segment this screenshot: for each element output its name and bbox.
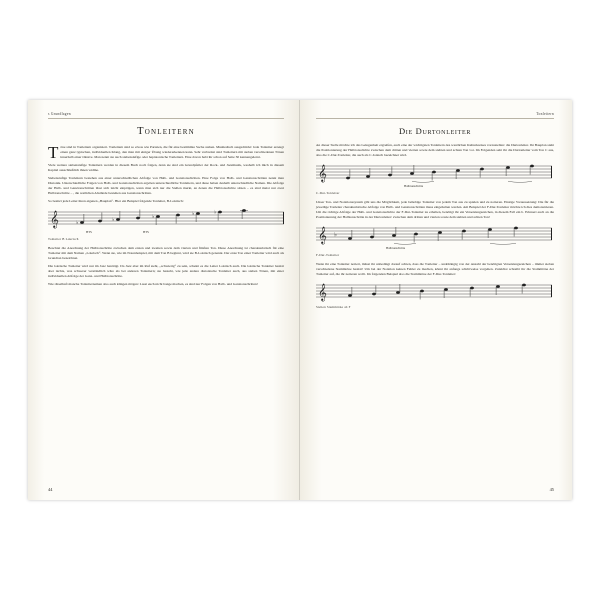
running-head-left <box>48 112 284 119</box>
staff-notation <box>316 281 552 303</box>
section-title: Die Durtonleiter <box>398 126 472 136</box>
figure-caption: F-Dur-Tonleiter <box>316 253 340 258</box>
music-example-c-dur <box>316 162 554 196</box>
music-example-f-dur <box>316 224 554 258</box>
music-example-stammtoene <box>316 281 554 309</box>
running-head-left-text: s Grundlagen <box>48 112 71 116</box>
paragraph: Unser Ton- und Notationssystem gibt uns die Möglichkeit, jede beliebige Tonleiter von jedem Ton aus zu spielen und zu notieren. Einzige Voraussetzung: Die für die jeweilige Tonleiter charakteristische Abfolge von Halb- und Ganztonschritten muss eingehalten werden. Am Beispiel der F-Dur-Tonleiter möchte ich dies demonstrieren. Um die richtige Abfolge der Halb- und Ganztonschritte der F-Dur-Tonleiter zu erhalten, benötigt ihr ein Versetzungszeichen, in diesem Fall ein b. Erinnert euch an die Positionierung der Halbtonschritte in der Durtonleiter: zwischen dem dritten und vierten sowie dem siebten und achten Ton! <box>316 200 554 219</box>
note-heads <box>80 209 248 225</box>
page-number-right: 45 <box>549 487 554 492</box>
halbtonschritte-label: Halbtonschritte <box>386 245 406 250</box>
music-staff <box>48 208 284 230</box>
paragraph-text: öne sind in Tonleitern organisiert. Tonleitern sind so etwas wie Parteien, die für eine bestimmte Sache stehen. Musikalisch ausgedrückt: Jede Tonleiter erzeugt einen ganz typischen, individuellen Klang, den man mit einiger Übung wiedererkennen kann. Sehr verbreitet sind Tonleitern mit sieben verschiedenen Tönen innerhalb einer Oktave. Man nennt sie auch siebenstufige oder heptatonische Tonleitern. Eine davon habt ihr schon auf Seite 30 kennengelernt. <box>60 145 284 159</box>
music-staff <box>316 224 554 246</box>
running-head-right-text: Tonleitern <box>536 112 554 116</box>
svg-text:♭: ♭ <box>76 220 79 227</box>
staff-notation <box>316 162 552 184</box>
paragraph: So besitzt jede Leiter ihren eigenen „Bauplan“. Hier ein Beispiel folgende Tonleiter, B-Lokrisch: <box>48 199 184 204</box>
hts-label: HTS <box>143 230 149 235</box>
paragraph-with-dropcap <box>48 145 284 160</box>
chapter-title: Tonleitern <box>137 126 195 137</box>
page-number-left: 44 <box>48 487 53 492</box>
treble-clef-icon: 𝄞 <box>50 210 59 229</box>
paragraph: Wie rätselhaft manche Tonleiternamen also auch klingen mögen: Lasst euch nicht bange machen, es sind nur Folgen von Halb- und Ganztonschritten! <box>48 281 258 286</box>
halftone-bracket-label-row <box>316 246 554 252</box>
halftone-bracket <box>394 243 516 244</box>
paragraph: Beachtet die Anordnung der Halbtonschritte zwischen dem ersten und zweiten sowie dem vierten und fünften Ton. Diese Anordnung ist charakteristisch für eine Tonleiter mit dem Namen „Lokrisch“. Wenn sie, wie im Notenbeispiel, mit dem Ton B beginnt, wird sie B-Lokrisch genannt. Der erste Ton einer Tonleiter wird auch als Grundton bezeichnet. <box>48 245 284 260</box>
flat-key-signature: ♭ <box>334 231 337 239</box>
paragraph: Viele weitere siebenstufige Tonleitern werden in diesem Buch noch folgen, denn sie sind ein Grundpfeiler der Rock- und Jazzmusik, weshalb ich mich in diesem Kapitel ausschließlich ihnen widme. <box>48 163 284 173</box>
running-head-right <box>316 112 554 119</box>
book-page-right <box>300 100 572 500</box>
halftone-bracket <box>412 181 532 182</box>
treble-clef-icon: 𝄞 <box>318 225 327 244</box>
book-page-left <box>28 100 300 500</box>
paragraph: Die lokrische Tonleiter wird nur im Jazz benötigt. Da Jazz aber im Ruf steht, „schwierig“ zu sein, scheint es die Leiter Lokrisch auch. Die lokrische Tonleiter besitzt aber nichts, was schwerer verständlich wäre als bei anderen Tonleitern; sie besteht, wie jede andere diatonische Tonleiter auch, aus sieben Tönen, mit einer individuellen Abfolge der Ganz- und Halbtonschritte. <box>48 263 284 278</box>
halftone-markers <box>48 230 284 235</box>
svg-text:♭: ♭ <box>152 214 155 221</box>
paragraph: Siebenstufige Tonleitern bestehen aus einer unterschiedlichen Abfolge von Halb- und Ganztonschritten. Eine Folge von Halb- und Ganztonschritten nennt man Diatonik. Unterschiedliche Folgen von Halb- und Ganztonschritten ergeben unterschiedliche Tonleitern, und diese haben deshalb unterschiedliche Namen. Die Abfolge der Halb- und Ganztonschritten lässt sich leicht einprägen, wenn man sich nur die Stellen merkt, an denen die Halbtonschritte sitzen – es sind meist nur zwei Halbtonschritte – , die restlichen Abstände bestehen aus Ganztonschritten. <box>48 176 284 196</box>
staff-notation <box>316 224 552 246</box>
paragraph: Wenn ihr eine Tonleiter notiert, müsst ihr unbedingt darauf achten, dass die Tonleiter – unabhängig von der Anzahl der benötigten Versetzungszeichen – immer sieben verschiedene Stammtöne besitzt! Um bei der Notation keinen Fehler zu machen, könnt ihr anfangs schrittweise vorgehen. Zunächst schreibt ihr die Stammtöne der Tonleiter auf, die ihr notieren wollt. Im folgenden Beispiel also die Stammtöne der F-Dur-Tonleiter: <box>316 262 554 277</box>
svg-text:♭: ♭ <box>214 209 217 216</box>
music-staff <box>316 281 554 303</box>
music-example-b-lokrisch <box>48 208 284 241</box>
paragraph: An dieser Stelle möchte ich das Gelegenheit ergreifen, euch eine der wichtigsten Tonleitern des westlichen Kulturkreises vorzustellen: die Durtonleiter. Ihr Bauplan sieht die Positionierung der Halbtonschritte zwischen dem dritten und vierten sowie dem siebten und achten Ton vor. Im Folgenden seht ihr die Durtonleiter vom Ton C aus, also die C-Dur-Tonleiter, die auch als C-Ionisch bezeichnet wird. <box>316 143 554 157</box>
figure-caption: Tonleiter B Lokrisch <box>48 236 79 241</box>
treble-clef-icon: 𝄞 <box>318 283 327 302</box>
treble-clef-icon: 𝄞 <box>318 163 327 182</box>
figure-caption: C-Dur-Tonleiter <box>316 191 340 196</box>
open-book <box>28 100 572 500</box>
svg-text:♭: ♭ <box>112 217 115 224</box>
drop-cap: T <box>48 143 59 162</box>
halftone-bracket-label-row <box>316 184 554 190</box>
hts-label: HTS <box>86 230 92 235</box>
figure-caption: Sieben Stammtöne ab F <box>316 304 351 309</box>
halbtonschritte-label: Halbtonschritte <box>404 183 424 188</box>
staff-notation <box>48 208 284 230</box>
music-staff <box>316 162 554 184</box>
svg-text:♭: ♭ <box>192 211 195 218</box>
